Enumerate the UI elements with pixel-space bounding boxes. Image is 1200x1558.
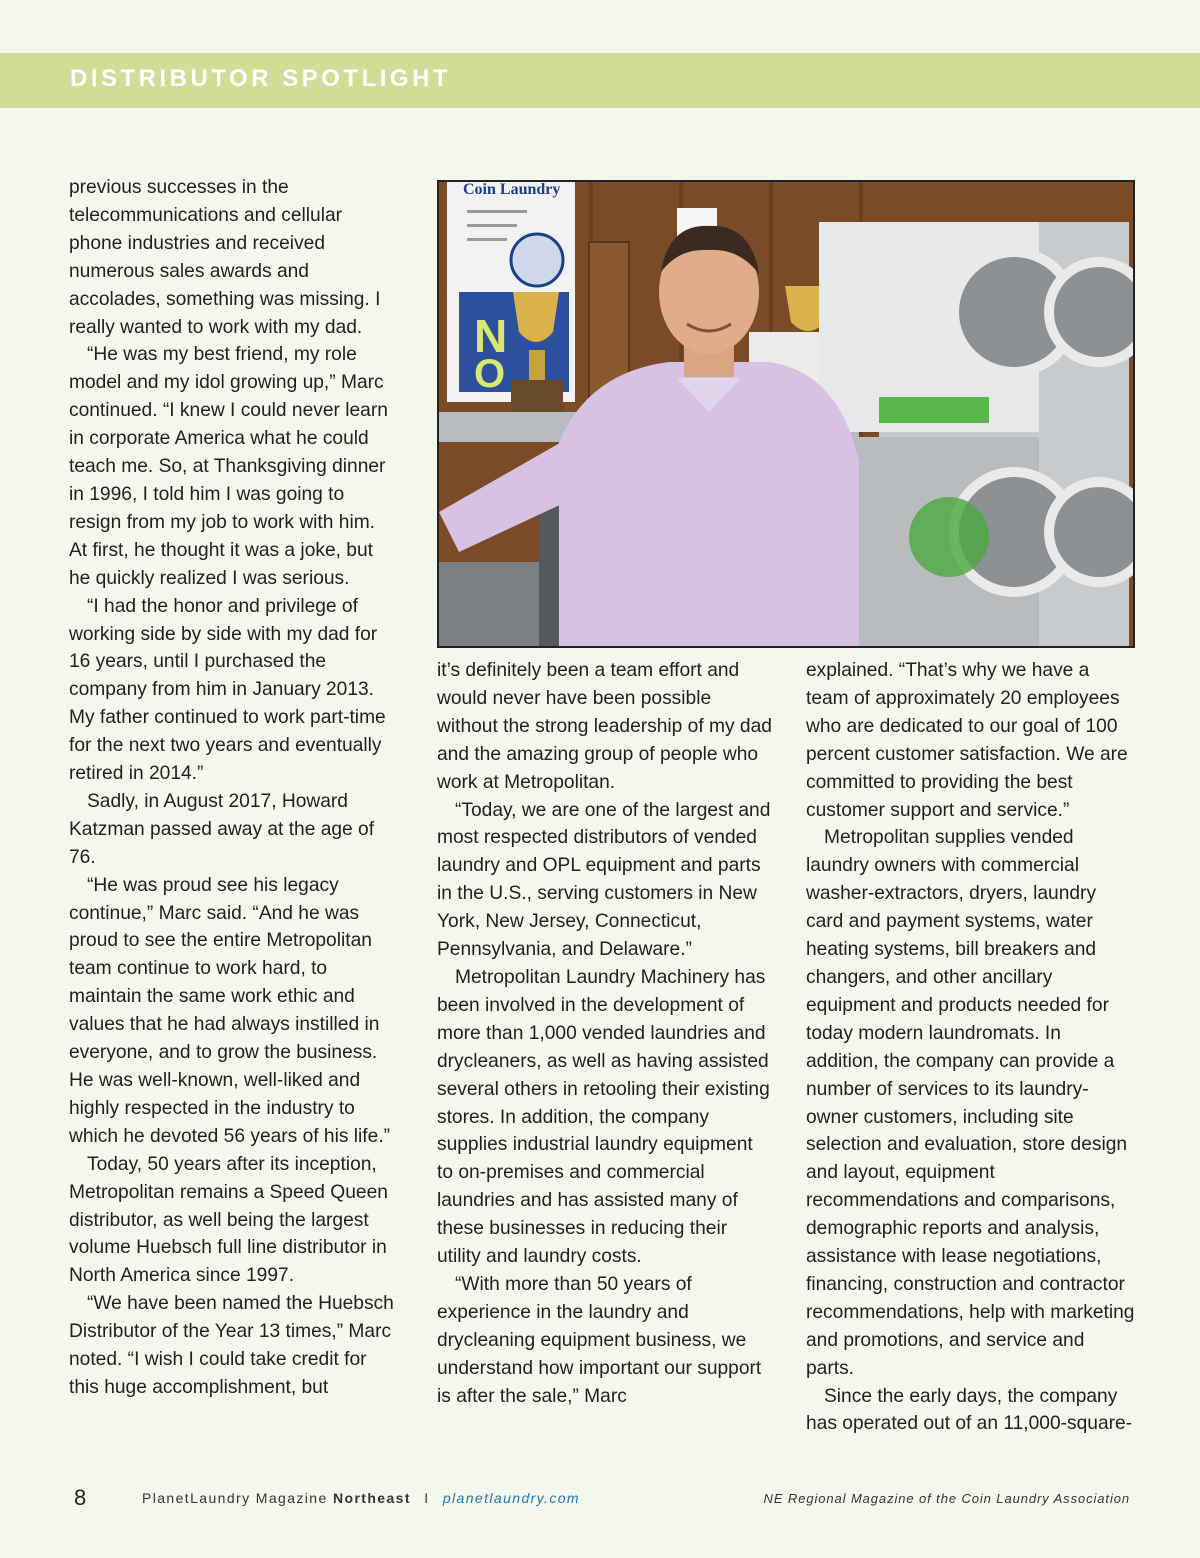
magazine-edition: Northeast — [332, 1490, 411, 1506]
svg-text:N: N — [474, 310, 508, 362]
footer-publication — [142, 1490, 580, 1506]
section-banner — [0, 53, 1200, 108]
article-photo — [437, 180, 1135, 648]
page-number: 8 — [74, 1485, 87, 1510]
paragraph: previous successes in the telecommunications and cellular phone industries and received numerous sales awards and accolades, something was missing. I really wanted to work with my dad. — [69, 177, 381, 338]
paragraph: Sadly, in August 2017, Howard Katzman passed away at the age of 76. — [69, 790, 375, 868]
svg-text:Coin Laundry: Coin Laundry — [463, 182, 561, 198]
article-column-1 — [69, 174, 397, 1402]
paragraph: “He was my best friend, my role model and my idol growing up,” Marc continued. “I knew I could never learn in corporate America what he could teach me. So, at Thanksgiving dinner in 1996, I told him I was going to resign from my job to work with him. At first, he thought it was a joke, but he quickly realized I was serious. — [69, 344, 388, 589]
article-column-2 — [437, 657, 773, 1410]
article-column-3 — [806, 657, 1136, 1438]
paragraph: “I had the honor and privilege of working side by side with my dad for 16 years, until I purchased the company from him in January 2013. My father continued to work part-time for the next two years and eventually retired in 2014.” — [69, 595, 386, 785]
footer-separator: I — [424, 1490, 430, 1506]
paragraph: Today, 50 years after its inception, Metropolitan remains a Speed Queen distributor, as well being the largest volume Huebsch full line distributor in North America since 1997. — [69, 1153, 388, 1287]
paragraph: Metropolitan Laundry Machinery has been involved in the development of more than 1,000 vended laundries and drycleaners, as well as having assisted several others in retooling their existing stores. In addition, the company supplies industrial laundry equipment to on-premises and commercial laundries and has assisted many of these businesses in reducing their utility and laundry costs. — [437, 966, 770, 1268]
photo-illustration — [439, 182, 1133, 646]
website-link[interactable]: planetlaundry.com — [442, 1490, 580, 1506]
paragraph: “We have been named the Huebsch Distributor of the Year 13 times,” Marc noted. “I wish I could take credit for this huge accomplishment, but — [69, 1293, 394, 1398]
svg-text:O: O — [474, 352, 506, 396]
page-footer — [0, 1480, 1200, 1520]
paragraph: “With more than 50 years of experience in the laundry and drycleaning equipment business, we understand how important our support is after the sale,” Marc — [437, 1273, 762, 1407]
paragraph: Metropolitan supplies vended laundry owners with commercial washer-extractors, dryers, laundry card and payment systems, water heating systems, bill breakers and changers, and other ancillary equipment and products needed for today modern laundromats. In addition, the company can provide a number of services to its laundry-owner customers, including site selection and evaluation, store design and layout, equipment recommendations and comparisons, demographic reports and analysis, assistance with lease negotiations, financing, construction and contractor recommendations, help with marketing and promotions, and service and parts. — [806, 827, 1135, 1379]
paragraph: Since the early days, the company has operated out of an 11,000-square- — [806, 1385, 1133, 1435]
paragraph: it’s definitely been a team effort and would never have been possible without the strong leadership of my dad and the amazing group of people who work at Metropolitan. — [437, 660, 772, 793]
paragraph: explained. “That’s why we have a team of approximately 20 employees who are dedicated to our goal of 100 percent customer satisfaction. We are committed to providing the best customer support and service.” — [806, 660, 1128, 821]
paragraph: “Today, we are one of the largest and most respected distributors of vended laundry and OPL equipment and parts in the U.S., serving customers in New York, New Jersey, Connecticut, Pennsylvania, and Delaware.” — [437, 799, 771, 961]
paragraph: “He was proud see his legacy continue,” Marc said. “And he was proud to see the entire Metropolitan team continue to work hard, to maintain the same work ethic and values that he had always instilled in everyone, and to grow the business. He was well-known, well-liked and highly respected in the industry to which he devoted 56 years of his life.” — [69, 874, 391, 1147]
footer-tagline: NE Regional Magazine of the Coin Laundry Association — [763, 1491, 1130, 1506]
magazine-name: PlanetLaundry Magazine — [142, 1490, 328, 1506]
section-title: DISTRIBUTOR SPOTLIGHT — [70, 65, 452, 92]
